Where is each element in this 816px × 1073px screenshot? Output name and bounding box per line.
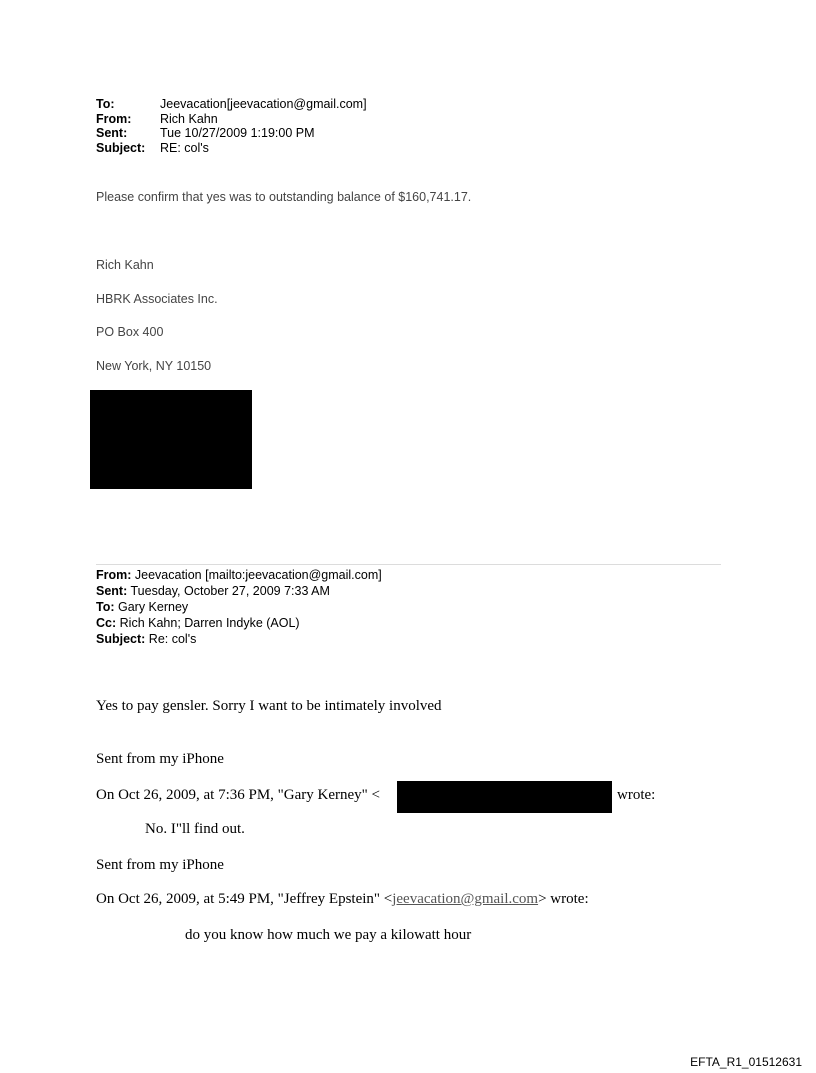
reply-text: Yes to pay gensler. Sorry I want to be intimately involved — [96, 698, 442, 714]
fwd-subject-value: Re: col's — [148, 632, 197, 646]
signature-city: New York, NY 10150 — [96, 359, 212, 373]
fwd-subject-label: Subject: — [96, 632, 146, 646]
forwarded-header — [96, 567, 382, 647]
quote1-attribution: On Oct 26, 2009, at 7:36 PM, "Gary Kerney" < — [96, 787, 380, 803]
from-label: From: — [96, 111, 132, 126]
header-sent-row — [96, 126, 367, 141]
fwd-cc-row — [96, 615, 382, 631]
sent-from-iphone-2: Sent from my iPhone — [96, 857, 224, 873]
sent-value: Tue 10/27/2009 1:19:00 PM — [160, 126, 315, 140]
sent-label: Sent: — [96, 126, 128, 140]
from-value: Rich Kahn — [160, 111, 218, 126]
header-from-row — [96, 112, 367, 127]
fwd-sent-label: Sent: — [96, 584, 128, 598]
sent-from-iphone-1: Sent from my iPhone — [96, 751, 224, 767]
fwd-to-label: To: — [96, 600, 115, 614]
email-header — [96, 97, 367, 155]
header-subject-row — [96, 141, 367, 156]
signature-company: HBRK Associates Inc. — [96, 292, 218, 306]
quote2-email-link[interactable]: jeevacation@gmail.com — [392, 891, 539, 907]
to-label: To: — [96, 97, 115, 111]
fwd-from-row — [96, 567, 382, 583]
subject-label: Subject: — [96, 140, 146, 155]
document-id: EFTA_R1_01512631 — [690, 1055, 802, 1069]
redaction-block — [90, 390, 252, 489]
quote2-suffix: > wrote: — [538, 891, 589, 907]
fwd-to-row — [96, 599, 382, 615]
divider-line — [96, 564, 721, 565]
fwd-sent-row — [96, 583, 382, 599]
to-value: Jeevacation[jeevacation@gmail.com] — [160, 97, 367, 111]
signature-name: Rich Kahn — [96, 258, 154, 272]
fwd-from-label: From: — [96, 568, 132, 582]
quote1-body: No. I"ll find out. — [145, 821, 245, 837]
signature-po-box: PO Box 400 — [96, 325, 164, 339]
quote2-attribution — [96, 891, 589, 908]
body-message: Please confirm that yes was to outstanding balance of $160,741.17. — [96, 190, 472, 204]
fwd-sent-value: Tuesday, October 27, 2009 7:33 AM — [130, 584, 330, 598]
fwd-subject-row — [96, 631, 382, 647]
quote2-body: do you know how much we pay a kilowatt hour — [185, 927, 472, 943]
quote1-wrote: wrote: — [617, 787, 656, 803]
header-to-row — [96, 97, 367, 112]
fwd-from-value: Jeevacation [mailto:jeevacation@gmail.com] — [134, 568, 382, 582]
quote2-prefix: On Oct 26, 2009, at 5:49 PM, "Jeffrey Epstein" < — [96, 891, 393, 907]
redaction-email — [397, 781, 612, 813]
fwd-to-value: Gary Kerney — [118, 600, 189, 614]
fwd-cc-label: Cc: — [96, 616, 117, 630]
fwd-cc-value: Rich Kahn; Darren Indyke (AOL) — [119, 616, 300, 630]
subject-value: RE: col's — [160, 140, 209, 155]
